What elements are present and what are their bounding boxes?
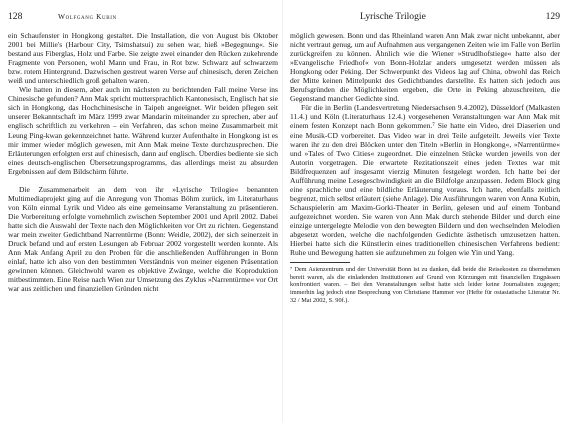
running-head-author: Wolfgang Kubin xyxy=(58,12,117,21)
footnote-divider xyxy=(290,262,350,263)
paragraph: Wie hatten in diesem, aber auch im nächsten zu berichtenden Fall meine Verse ins Chinesische gefunden? Ann Mak spricht muttersprachlich Kantonesisch, Englisch hat sie sich in Hongkong, das Hochchinesische in Taipeh angeeignet. Wir beiden pflegen seit unserer Bekanntschaft im März 1999 zwar Mandarin miteinander zu sprechen, aber auf englisch schriftlich zu verkehren – ein Verfahren, das schon meine Zusammarbeit mit Leung Ping-kwan gekennzeichnet hatte. Während kurzer Aufenthalte in Hongkong ist es mir immer wieder möglich gewesen, mit Ann Mak meine Texte durchzusprechen. Die Erläuterungen erfolgten erst auf chinesisch, dann auf englisch. Überdies bediente sie sich eines deutsch-englischen Übersetzungsprogramms, das allerdings meist zu absurden Ergebnissen auf dem Bildschirm führte. xyxy=(8,85,278,176)
paragraph: ein Schaufenster in Hongkong gestaltet. Die Installation, die von August bis Oktober 2001 bei Millie's (Harbour City, Tsimshatsui) zu sehen war, hieß »Begegnung«. Sie bestand aus Fiberglas, Holz und Farbe. Sie zeigte zwei einander den Rücken zukehrende Fragmente von Personen, wohl Mann und Frau, in Rot bzw. Schwarz auf schwarzem bzw. rotem Hintergrund. Dazwischen gestreut waren Verse auf chinesisch, deren Zeichen weiß und unterschiedlich groß gehalten waren. xyxy=(8,31,278,86)
right-page-header xyxy=(290,11,560,27)
page-number: 128 xyxy=(8,11,23,22)
paragraph: möglich gewesen. Bonn und das Rheinland waren Ann Mak zwar nicht unbekannt, aber nicht vertraut genug, um auf Aufnahmen aus vergangenen Zeiten wie im Falle von Berlin zurückgreifen zu können. Ähnlich wie die Wiener »Strudlhofstiege« hatte also der »Evangelische Friedhof« von Bonn-Holzlar anders umgesetzt werden müssen als Hongkong oder Peking. Der Schwerpunkt des Videos lag auf China, obwohl das Reich der Mitte keinen Mittelpunkt des Gedichtbandes darstellte. Es hatten sich jedoch aus Berufsgründen die Möglichkeiten ergeben, die Orte in Peking abzuschreiten, die Gegenstand mancher Gedichte sind. xyxy=(290,31,560,104)
page-number: 129 xyxy=(545,11,560,22)
page-gutter xyxy=(282,0,283,422)
left-page-header xyxy=(8,11,278,27)
left-page xyxy=(8,0,278,422)
right-page-body xyxy=(290,31,560,257)
left-page-body xyxy=(8,31,278,293)
paragraph: Für die in Berlin (Landesvertretung Niedersachsen 9.4.2002), Düsseldorf (Malkasten 11.4.) und Köln (Literaturhaus 12.4.) vorgesehenen Veranstaltungen war Ann Mak mit einem festen Konzept nach Bonn gekommen.⁷ Sie hatte ein Video, drei Diaserien und eine Musik-CD vorbereitet. Das Video war in drei Teile aufgeteilt. Jeweils vier Texte waren ihr zu den drei Blöcken unter den Titeln »Berlin in Hongkong«, »Narrentürme« und »Tales of Two Cities« zugeordnet. Die einzelnen Stücke wurden jeweils von der Autorin vorgetragen. Die erwartete Rezitationszeit eines jeden Textes war mit Bildfrequenzen auf insgesamt vierzig Minuten festgelegt worden. Ich hatte bei der Aufführung meine Lesegeschwindigkeit an die Bildfolge anzupassen. Jedem Block ging eine sprachliche und eine bildliche Erläuterung voraus. Ich hatte, ebenfalls zeitlich begrenzt, mich selbst erläutert (siehe Anlage). Die Ausführungen waren von Anna Kubin, Schauspielerin am Maxim-Gorki-Theater in Berlin, gelesen und auf einem Tonband aufgezeichnet worden. Sie waren von Ann Mak durch stehende Bilder und durch eine einzige untergelegte Melodie von den bewegten Bildern und den wechselnden Melodien abgesetzt worden, welche die nachfolgenden Gedichte ästhetisch umzusetzen hatten. Hierbei hatte sich die Künstlerin eines traditionellen chinesischen Verfahrens bedient: Ruhe und Bewegung hatten sie aufzunehmen zu folgen wie Yin und Yang. xyxy=(290,103,560,258)
paragraph: Die Zusammenarbeit an dem von ihr »Lyrische Trilogie« benannten Multimediaprojekt ging auf die Anregung von Thomas Böhm zurück, im Literaturhaus von Köln einmal Lyrik und Video als eine gemeinsame Veranstaltung zu präsentieren. Die Vorbereitung erfolgte vornehmlich zwischen September 2001 und April 2002. Dabei hatte sich die Auswahl der Texte nach den Möglichkeiten vor Ort zu richten. Gegenstand war mein zweiter Gedichtband Narrentürme (Bonn: Weidle, 2002), der sich seinerzeit in Druck befand und auf ersten Lesungen ab Februar 2002 vorgestellt werden konnte. Als Ann Mak Anfang April zu den Proben für die anschließenden Aufführungen in Bonn einlaf, hatte ich also von den bestimmten Verständnis von meiner eigenen Präsentation gewinnen können. Gleichwohl waren es objektive Zwänge, welche die Koproduktion mitbestimmten. Eine Reise nach Wien zur Umsetzung des Zyklus »Narrentürme« vor Ort war aus zeitlichen und finanziellen Gründen nicht xyxy=(8,184,278,294)
footnote: ⁷ Dem Asienzentrum und der Universität Bonn ist zu danken, daß beide die Reisekosten zu übernehmen bereit waren, als die einladenden Institutionen auf Grund von Kürzungen mit finanziellen Engpässen konfrontiert waren. – Bei den Veranstaltungen selbst hatte sich leider keine Journalisten zugegen; immerhin lag jedoch eine Besprechung von Christiane Hammer vor (Hefte für ostasiatische Literatur Nr. 32 / Mai 2002, S. 90f.). xyxy=(290,266,560,304)
right-page xyxy=(290,0,560,422)
running-head-title: Lyrische Trilogie xyxy=(360,11,426,22)
